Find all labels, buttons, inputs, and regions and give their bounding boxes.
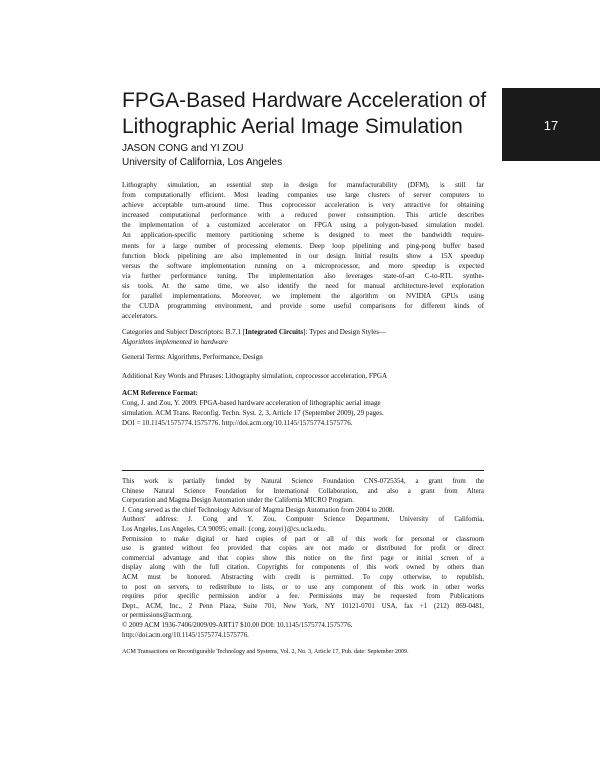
- categories-bold: Integrated Circuits: [245, 328, 304, 336]
- footnotes: [122, 477, 484, 640]
- journal-footer: ACM Transactions on Reconfigurable Technology and Systems, Vol. 2, No. 3, Article 17, Pub. date: September 2009.: [122, 649, 409, 655]
- footnote-line: or permissions@acm.org.: [122, 612, 193, 620]
- footnote-line: commercial advantage and that copies show this notice on the first page or initial screen of a: [122, 554, 484, 562]
- footnote-line: Authors' address: J. Cong and Y. Zou, Computer Science Department, University of California,: [122, 516, 484, 524]
- affiliation: University of California, Los Angeles: [122, 157, 283, 168]
- categories-italic: Algorithms implemented in hardware: [122, 338, 228, 347]
- footnote-line: http://doi.acm.org/10.1145/1575774.1575776.: [122, 631, 249, 639]
- reference-block: [122, 388, 484, 428]
- title-line: Lithographic Aerial Image Simulation: [122, 115, 463, 138]
- footnote-line: display along with the full citation. Copyrights for components of this work owned by others than: [122, 564, 484, 572]
- footnote-line: use is granted without fee provided that copies are not made or distributed for profit or direct: [122, 545, 484, 553]
- abstract-line: achieve acceptable turn-around time. Thus coprocessor acceleration is very attractive for obtaining: [122, 201, 484, 210]
- categories-rest: ]: Types and Design Styles—: [303, 328, 387, 336]
- abstract-line: sis tools. At the same time, we also identify the need for manual architecture-level exploration: [122, 281, 484, 290]
- categories-label: Categories and Subject Descriptors:: [122, 328, 224, 336]
- abstract-line: via further performance tuning. The implementation also leverages state-of-art C-to-RTL synthe-: [122, 271, 484, 280]
- footnote-line: Corporation and Magma Design Automation under the California MICRO Program.: [122, 497, 354, 505]
- footnote-line: Los Angeles, Los Angeles, CA 90095; email: {cong, zouyi}@cs.ucla.edu.: [122, 525, 326, 533]
- abstract-line: increased computational performance with a reduced power consumption. This article describes: [122, 211, 484, 220]
- reference-line: Cong, J. and Zou, Y. 2009. FPGA-based hardware acceleration of lithographic aerial image: [122, 399, 381, 408]
- general-terms: General Terms: Algorithms, Performance, Design: [122, 353, 263, 361]
- footnote-line: Chinese Natural Science Foundation for International Collaboration, and also a grant from Altera: [122, 487, 484, 495]
- categories-line: [122, 327, 484, 337]
- reference-line: simulation. ACM Trans. Reconfig. Techn. Syst. 2, 3, Article 17 (September 2009), 29 pages.: [122, 409, 384, 418]
- article-number: 17: [543, 118, 559, 133]
- footnote-line: requires prior specific permission and/or a fee. Permissions may be requested from Publications: [122, 593, 484, 601]
- categories-block: [122, 327, 484, 347]
- abstract-line: versus the software implementation running on a microprocessor, and more speedup is expected: [122, 261, 484, 270]
- keywords: Additional Key Words and Phrases: Lithography simulation, coprocessor acceleration, FPGA: [122, 372, 388, 380]
- footnote-line: ACM must be honored. Abstracting with credit is permitted. To copy otherwise, to republish,: [122, 573, 484, 581]
- abstract-line: accelerators.: [122, 312, 158, 321]
- categories-code: B.7.1 [: [225, 328, 246, 336]
- abstract-line: the CUDA programming environment, and provide some useful comparisons for different kinds of: [122, 302, 484, 311]
- title-line: FPGA-Based Hardware Acceleration of: [122, 89, 487, 112]
- footnote-line: © 2009 ACM 1936-7406/2009/09-ART17 $10.00 DOI: 10.1145/1575774.1575776.: [122, 621, 353, 629]
- author-block: [122, 142, 282, 170]
- abstract-line: function block pipelining are also implemented in our design. Initial results show a 15X speedup: [122, 251, 484, 260]
- footnote-line: to post on servers, to redistribute to lists, or to use any component of this work in other works: [122, 583, 484, 591]
- reference-line: DOI = 10.1145/1575774.1575776. http://doi.acm.org/10.1145/1575774.1575776.: [122, 419, 353, 428]
- abstract-line: ments for a large number of processing elements. Deep loop pipelining and ping-pong buffer based: [122, 241, 484, 250]
- abstract-line: An application-specific memory partitioning scheme is designed to meet the bandwidth require-: [122, 231, 484, 240]
- footnote-line: Permission to make digital or hard copies of part or all of this work for personal or classroom: [122, 535, 484, 543]
- footnote-line: J. Cong served as the chief Technology Advisor of Magma Design Automation from 2004 to 2008.: [122, 506, 395, 514]
- abstract-line: from computationally efficient. Most leading companies use large clusters of server computers to: [122, 191, 484, 200]
- footnote-divider: [122, 470, 484, 471]
- abstract-line: for parallel implementations. Moreover, we implement the algorithm on NVIDIA GPUs using: [122, 292, 484, 301]
- abstract-line: the implementation of a customized accelerator on FPGA using a polygon-based simulation model.: [122, 221, 484, 230]
- abstract-line: Lithography simulation, an essential step in design for manufacturability (DFM), is still far: [122, 181, 484, 189]
- reference-heading: ACM Reference Format:: [122, 389, 198, 397]
- footnote-line: This work is partially funded by Natural Science Foundation CNS-0725354, a grant from the: [122, 478, 484, 485]
- footnote-line: Dept., ACM, Inc., 2 Penn Plaza, Suite 701, New York, NY 10121-0701 USA, fax +1 (212) 869-0481,: [122, 602, 484, 610]
- abstract: [122, 180, 484, 321]
- article-number-tab: [502, 88, 600, 161]
- authors: JASON CONG and YI ZOU: [122, 143, 244, 154]
- paper-title: [122, 88, 502, 140]
